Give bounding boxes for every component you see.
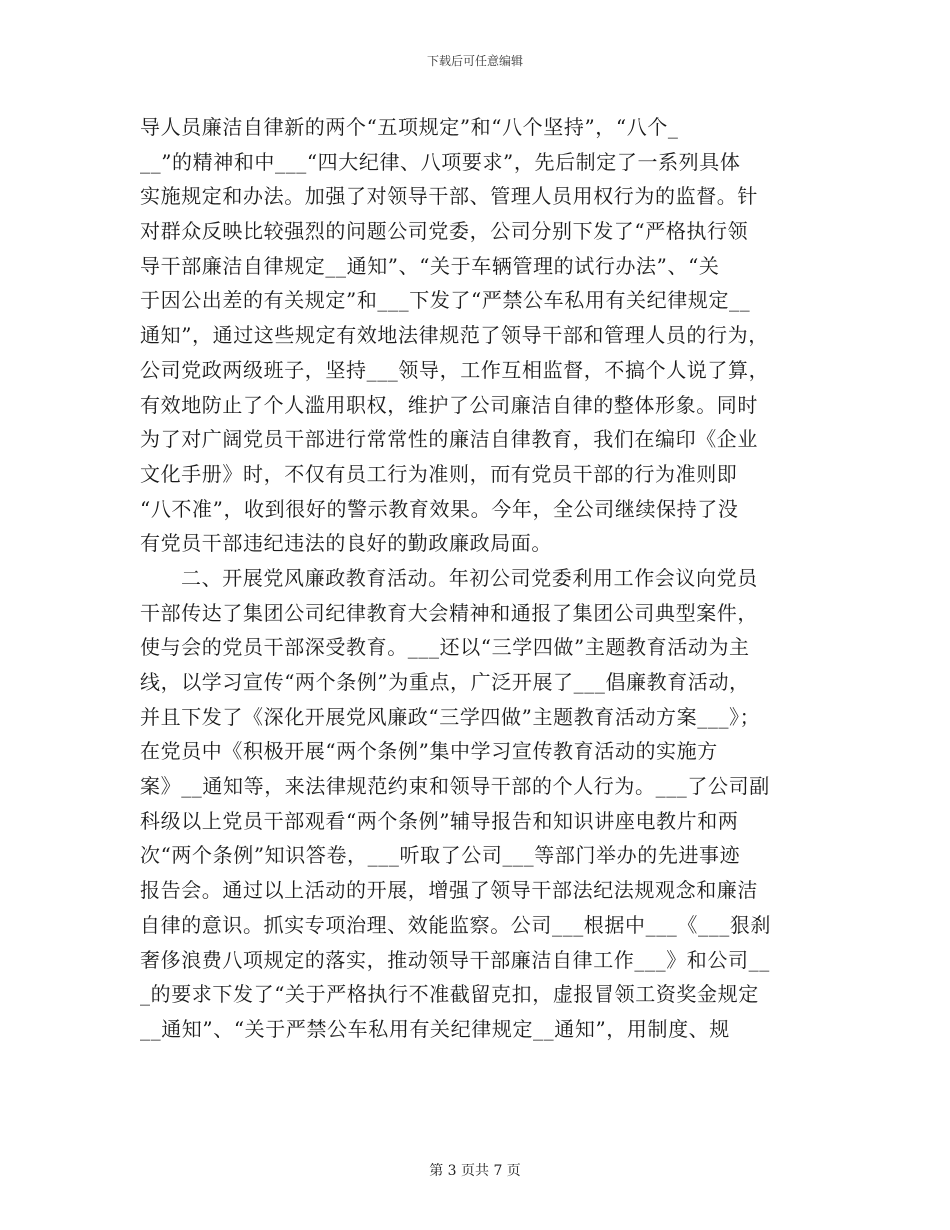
paragraph-start-line: 二、开展党风廉政教育活动。年初公司党委利用工作会议向党员 — [181, 565, 758, 590]
text-line: 通知”，通过这些规定有效地法律规范了领导干部和管理人员的行为， — [140, 323, 769, 348]
text-line: 科级以上党员干部观看“两个条例”辅导报告和知识讲座电教片和两 — [140, 808, 739, 833]
text-line: 在党员中《积极开展“两个条例”集中学习宣传教育活动的实施方 — [140, 739, 718, 764]
text-line: 导人员廉洁自律新的两个“五项规定”和“八个坚持”，“八个_ — [140, 115, 679, 139]
text-line: 干部传达了集团公司纪律教育大会精神和通报了集团公司典型案件， — [140, 600, 758, 625]
page-number-footer: 第 3 页共 7 页 — [429, 1163, 521, 1179]
text-line: 使与会的党员干部深受教育。___还以“三学四做”主题教育活动为主 — [140, 635, 750, 660]
text-line: 次“两个条例”知识答卷，___听取了公司___等部门举办的先进事迹 — [140, 843, 741, 868]
text-line: 有党员干部违纪违法的良好的勤政廉政局面。 — [140, 531, 552, 556]
text-line: 对群众反映比较强烈的问题公司党委，公司分别下发了“严格执行领 — [140, 219, 749, 244]
text-line: _的要求下发了“关于严格执行不准截留克扣，虚报冒领工资奖金规定 — [140, 982, 759, 1007]
text-line: 公司党政两级班子，坚持___领导，工作互相监督，不搞个人说了算， — [140, 357, 770, 382]
text-line: 自律的意识。抓实专项治理、效能监察。公司___根据中___《___狠刹 — [140, 912, 771, 937]
text-line: 文化手册》时，不仅有员工行为准则，而有党员干部的行为准则即 — [140, 461, 738, 486]
text-line: 导干部廉洁自律规定__通知”、“关于车辆管理的试行办法”、“关 — [140, 253, 720, 278]
page-header: 下载后可任意编辑 — [426, 54, 523, 68]
text-line: 奢侈浪费八项规定的落实，推动领导干部廉洁自律工作___》和公司__ — [140, 947, 770, 972]
text-line: 并且下发了《深化开展党风廉政“三学四做”主题教育活动方案___》； — [140, 704, 761, 729]
text-line: 线，以学习宣传“两个条例”为重点，广泛开展了___倡廉教育活动， — [140, 670, 750, 694]
text-line: 报告会。通过以上活动的开展，增强了领导干部法纪法规观念和廉洁 — [140, 878, 758, 903]
text-line: 有效地防止了个人滥用职权，维护了公司廉洁自律的整体形象。同时 — [140, 392, 758, 417]
body-text — [140, 110, 810, 1047]
text-line: __通知”、“关于严禁公车私用有关纪律规定__通知”，用制度、规 — [140, 1016, 730, 1041]
text-line: “八不准”，收到很好的警示教育效果。今年，全公司继续保持了没 — [140, 496, 739, 521]
text-line: 实施规定和办法。加强了对领导干部、管理人员用权行为的监督。针 — [140, 184, 758, 209]
text-line: __”的精神和中___“四大纪律、八项要求”，先后制定了一系列具体 — [140, 149, 741, 174]
text-line: 于因公出差的有关规定”和___下发了“严禁公车私用有关纪律规定__ — [140, 288, 751, 313]
text-line: 案》__通知等，来法律规范约束和领导干部的个人行为。___了公司副 — [140, 774, 770, 799]
text-line: 为了对广阔党员干部进行常常性的廉洁自律教育，我们在编印《企业 — [140, 427, 758, 452]
